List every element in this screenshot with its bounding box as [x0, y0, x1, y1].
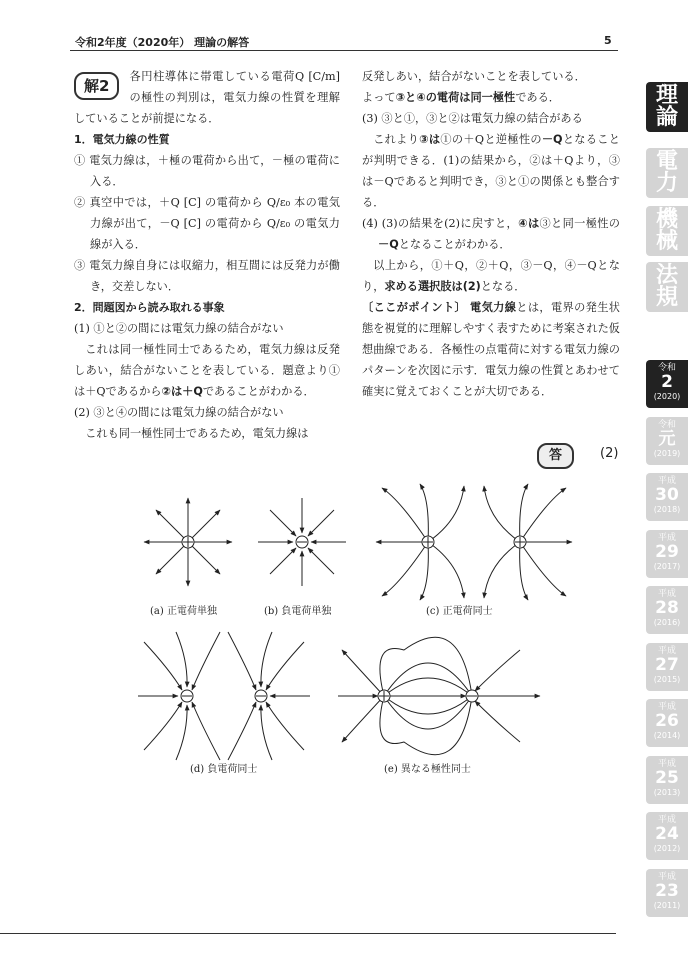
intro-paragraph	[74, 66, 340, 129]
diagram-d-negative-pair	[138, 632, 310, 760]
subject-tab-0[interactable]	[646, 82, 688, 132]
subject-tab-1[interactable]	[646, 148, 688, 198]
year-tab-4[interactable]	[646, 586, 688, 634]
intro-text: 各円柱導体に帯電している電荷Q [C/m] の極性の判別は，電気力線の性質を理解していることが前提になる．	[74, 70, 340, 125]
r3-a: これより	[373, 133, 420, 146]
year-tab-ce: (2015)	[653, 674, 681, 684]
year-tab-num: 元	[658, 428, 676, 449]
year-tab-ce: (2016)	[653, 618, 681, 627]
subject-tab-char: 機	[655, 207, 678, 232]
conclusion	[362, 255, 620, 297]
subsection-2: (2) ③と④の間には電気力線の結合がない	[74, 406, 284, 419]
subject-tab-char: 規	[655, 285, 678, 310]
year-tab-7[interactable]	[646, 756, 688, 804]
diagram-a-positive-single	[144, 498, 232, 586]
year-tab-era: 平成	[657, 476, 676, 486]
year-tab-0[interactable]	[646, 360, 688, 408]
section-heading-2: 2．問題図から読み取れる事象	[74, 301, 225, 314]
year-tab-num: 28	[655, 598, 679, 618]
caption-d: (d) 負電荷同士	[190, 764, 258, 775]
subject-tab-char: 械	[655, 229, 678, 254]
year-tab-ce: (2018)	[653, 505, 681, 514]
year-tab-num: 24	[655, 824, 679, 844]
s4-a: (4) (3)の結果を(2)に戻すと，	[362, 217, 519, 230]
year-tab-ce: (2020)	[653, 392, 681, 401]
r2-c: である．	[515, 91, 560, 104]
year-tab-era: 令和	[657, 363, 676, 373]
r5-bold: 求める選択肢は(2)	[384, 280, 481, 293]
year-tab-ce: (2014)	[653, 731, 681, 740]
s1-text-bold: ②は＋Q	[161, 385, 203, 398]
r2-a: よって	[362, 91, 396, 104]
year-tab-era: 平成	[657, 645, 676, 656]
r3-bold-1: ③は	[419, 133, 441, 146]
running-header-title: 令和2年度（2020年） 理論の解答	[75, 36, 250, 49]
s1-text-a: これは同一極性同士であるため，電気力線は反発しあい，結合がないことを表している．題意より①は＋Qであるから	[74, 343, 340, 398]
field-lines-figure	[130, 480, 630, 780]
caption-b: (b) 負電荷単独	[264, 606, 332, 617]
header-rule	[70, 50, 618, 51]
caption-e: (e) 異なる極性同士	[384, 764, 471, 775]
answer-value: (2)	[600, 446, 619, 461]
subsection-3-text	[362, 129, 620, 213]
subject-tab-3[interactable]	[646, 262, 688, 312]
diagram-c-positive-pair	[376, 484, 572, 600]
solution-badge: 解2	[74, 72, 119, 100]
s4-bold-1: ④は	[518, 217, 540, 230]
point-term: 電気力線	[470, 301, 517, 314]
right-line-2	[362, 87, 620, 108]
year-tab-num: 25	[655, 767, 679, 788]
r3-bold-2: －Q	[541, 133, 563, 146]
left-column	[74, 66, 340, 444]
year-tab-era: 平成	[657, 702, 676, 712]
diagram-b-negative-single	[258, 498, 346, 586]
diagram-e-dipole	[338, 637, 540, 754]
s4-e: となることがわかる．	[398, 238, 511, 251]
year-tab-2[interactable]	[646, 473, 688, 521]
year-tab-era: 平成	[657, 758, 676, 769]
s4-bold-2: －Q	[378, 238, 399, 251]
year-tab-ce: (2019)	[653, 448, 681, 458]
year-tab-era: 平成	[657, 871, 676, 882]
year-tab-num: 26	[655, 711, 679, 731]
year-tab-9[interactable]	[646, 869, 688, 917]
r3-e: となることが判明できる．(1)の結果から，②は＋Qより，③は－Qであると判明でき，③と①の関係とも整合する．	[362, 133, 620, 209]
subsection-2-text: これも同一極性同士であるため，電気力線は	[85, 427, 309, 440]
year-tab-5[interactable]	[646, 643, 688, 691]
year-tab-8[interactable]	[646, 812, 688, 860]
year-tab-ce: (2011)	[653, 900, 681, 910]
year-tab-era: 平成	[657, 532, 676, 543]
year-tab-num: 23	[655, 880, 679, 901]
subject-tab-char: 理	[655, 83, 678, 108]
r2-bold: ③と④の電荷は同一極性	[395, 91, 516, 104]
year-tab-ce: (2017)	[653, 561, 681, 571]
subject-tab-2[interactable]	[646, 206, 688, 256]
property-item-3: ③ 電気力線自身には収縮力，相互間には反発力が働き，交差しない．	[74, 259, 340, 293]
subject-tab-char: 力	[655, 171, 678, 196]
year-tab-num: 2	[661, 372, 673, 392]
year-tab-ce: (2012)	[653, 844, 681, 853]
property-item-2: ② 真空中では，＋Q [C] の電荷から Q/ε₀ 本の電気力線が出て，－Q [C] の電荷から Q/ε₀ の電気力線が入る．	[74, 196, 340, 251]
year-tab-6[interactable]	[646, 699, 688, 747]
subject-tab-char: 法	[655, 263, 678, 288]
year-tab-3[interactable]	[646, 530, 688, 578]
property-item-1: ① 電気力線は，＋極の電荷から出て，－極の電荷に入る．	[74, 154, 340, 188]
subject-tab-char: 論	[655, 105, 678, 130]
r5-c: となる．	[480, 280, 526, 293]
subsection-4	[362, 213, 620, 255]
year-tab-era: 令和	[657, 419, 676, 430]
right-column	[362, 66, 620, 402]
footer-rule	[0, 933, 616, 934]
s4-c: ③と同一極性の	[539, 217, 620, 230]
r5-a: 以上から，①＋Q，②＋Q，③－Q，④－Qとなり，	[362, 259, 620, 293]
point-paragraph	[362, 297, 620, 402]
caption-a: (a) 正電荷単独	[150, 606, 217, 617]
r3-c: ①の＋Qと逆極性の	[440, 133, 542, 146]
year-tab-num: 27	[655, 654, 679, 675]
year-tab-1[interactable]	[646, 417, 688, 465]
subsection-3: (3) ③と①，③と②は電気力線の結合がある	[362, 112, 583, 125]
right-line-1: 反発しあい，結合がないことを表している．	[362, 70, 586, 83]
page-number: 5	[604, 34, 612, 47]
year-tab-era: 平成	[657, 589, 676, 599]
s1-text-c: であることがわかる．	[202, 385, 315, 398]
year-tab-num: 30	[655, 485, 679, 505]
section-heading-1: 1．電気力線の性質	[74, 133, 170, 146]
year-tab-era: 平成	[657, 815, 676, 825]
subsection-1: (1) ①と②の間には電気力線の結合がない	[74, 322, 284, 335]
point-label: 〔ここがポイント〕	[362, 301, 467, 314]
point-text: とは，電界の発生状態を視覚的に理解しやすく表すために考案された仮想曲線である．各極性の点電荷に対する電気力線のパターンを次図に示す．電気力線の性質とあわせて確実に覚えておくことが大切である．	[362, 301, 620, 398]
subsection-1-text	[74, 339, 340, 402]
subject-tab-char: 電	[655, 149, 678, 174]
caption-c: (c) 正電荷同士	[426, 606, 493, 617]
year-tab-ce: (2013)	[653, 787, 681, 797]
year-tab-num: 29	[655, 541, 679, 562]
answer-badge: 答	[537, 443, 574, 469]
